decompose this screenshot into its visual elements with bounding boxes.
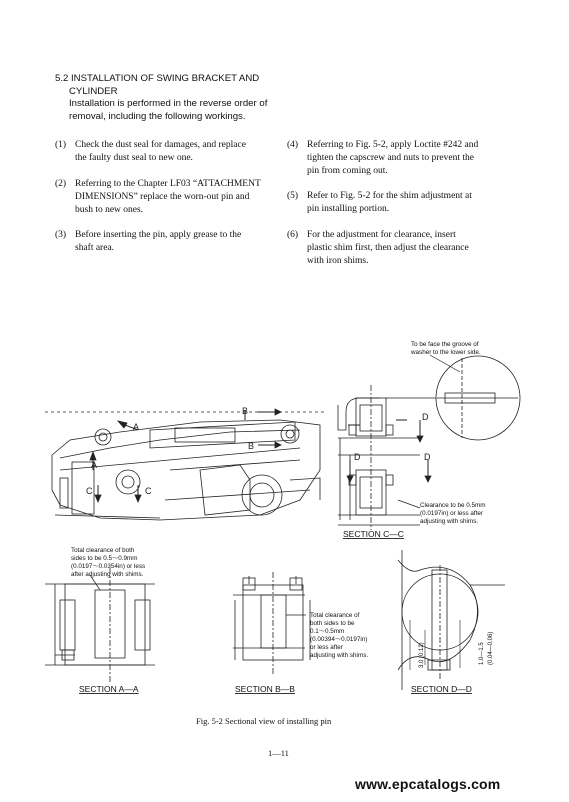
step-text-line: Referring to Fig. 5-2, apply Loctite #242 and	[307, 140, 479, 150]
step-number: (1)	[55, 140, 67, 150]
label-b-top: B	[242, 406, 249, 416]
step-text-line: with iron shims.	[307, 255, 369, 266]
step-text-line: pin from coming out.	[307, 165, 388, 176]
note-total-b-line2: both sides to be	[310, 620, 355, 627]
section-b-title: SECTION B—B	[235, 684, 295, 694]
heading-intro-line1: Installation is performed in the reverse order of	[69, 98, 268, 110]
figure-caption: Fig. 5-2 Sectional view of installing pin	[196, 716, 332, 726]
step-text-line: pin installing portion.	[307, 203, 390, 214]
step-text-line: Before inserting the pin, apply grease to the	[75, 230, 242, 240]
label-d-lower-left: D	[354, 452, 361, 462]
step-text-line: Referring to the Chapter LF03 “ATTACHMENT	[75, 179, 261, 189]
step-text-line: plastic shim first, then adjust the clearance	[307, 242, 469, 253]
label-c-right: C	[145, 486, 152, 496]
note-total-b-line1: Total clearance of	[310, 612, 360, 619]
step-number: (3)	[55, 230, 67, 240]
step-number: (5)	[287, 191, 299, 201]
note-total-a-line4: after adjusting with shims.	[71, 571, 144, 578]
label-d-upper-right: D	[422, 412, 429, 422]
step-text-line: the faulty dust seal to new one.	[75, 152, 193, 163]
step-text-line: tighten the capscrew and nuts to prevent the	[307, 152, 474, 163]
step-number: (2)	[55, 179, 67, 189]
step-text-line: bush to new ones.	[75, 204, 144, 215]
note-clearance-c-line3: adjusting with shims.	[420, 518, 479, 525]
note-clearance-c-line1: Clearance to be 0.5mm	[420, 502, 486, 509]
note-groove-line1: To be face the groove of	[411, 341, 479, 348]
step-text-line: Refer to Fig. 5-2 for the shim adjustment at	[307, 191, 472, 201]
watermark: www.epcatalogs.com	[355, 776, 501, 792]
step-text-line: Check the dust seal for damages, and replace	[75, 140, 246, 150]
step-text-line: For the adjustment for clearance, insert	[307, 230, 456, 240]
note-total-b-line4: (0.00394〜0.0197in)	[310, 636, 368, 643]
note-total-a-line1: Total clearance of both	[71, 547, 135, 554]
label-d-lower-right: D	[424, 452, 431, 462]
step-number: (4)	[287, 140, 299, 150]
note-total-a-line3: (0.0197〜0.0354in) or less	[71, 563, 146, 570]
section-d-view	[398, 550, 505, 690]
step-text-line: shaft area.	[75, 242, 115, 253]
dimension-d-clearance-in: (0.04—0.06)	[488, 631, 494, 665]
label-a-top: A	[133, 422, 140, 432]
step-text-line: DIMENSIONS” replace the worn-out pin and	[75, 191, 250, 202]
section-b-view	[233, 572, 310, 675]
heading-title-line1: 5.2 INSTALLATION OF SWING BRACKET AND	[55, 73, 260, 84]
section-a-title: SECTION A—A	[79, 684, 139, 694]
note-total-a-line2: sides to be 0.5〜0.9mm	[71, 555, 138, 562]
step-number: (6)	[287, 230, 299, 240]
section-c-title: SECTION C—C	[343, 529, 404, 539]
page-number: 1—11	[268, 748, 289, 758]
heading-intro-line2: removal, including the following workings.	[69, 110, 246, 122]
heading-title-line2: CYLINDER	[69, 85, 118, 97]
note-groove-line2: washer to the lower side.	[411, 349, 481, 356]
dimension-d-clearance-mm: 1.0—1.5	[479, 642, 485, 665]
note-total-b-line5: or less after	[310, 644, 343, 651]
label-b-bottom: B	[248, 441, 255, 451]
dimension-d-shim: 3.0 (0.12)	[419, 642, 425, 668]
main-assembly-view	[45, 409, 325, 520]
note-total-b-line3: 0.1〜0.5mm	[310, 628, 345, 635]
note-clearance-c-line2: (0.0197in) or less after	[420, 510, 483, 517]
note-total-b-line6: adjusting with shims.	[310, 652, 369, 659]
section-d-title: SECTION D—D	[411, 684, 472, 694]
label-c-left: C	[86, 486, 93, 496]
label-a-left: A	[91, 460, 98, 470]
section-a-view	[45, 568, 155, 682]
